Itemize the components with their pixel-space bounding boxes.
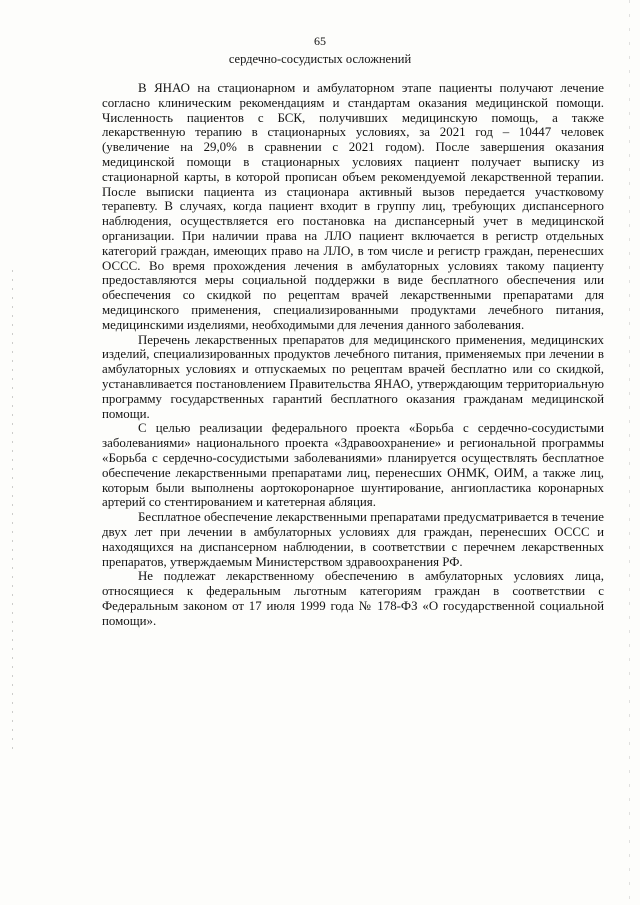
scan-edge-mark [629,0,630,905]
scan-edge-mark [12,270,13,750]
section-heading-continuation: сердечно-сосудистых осложнений [228,52,412,66]
paragraph-1: В ЯНАО на стационарном и амбулаторном этапе пациенты получают лечение согласно клиническим рекомендациям и стандартам оказания медицинской помощи. Численность пациентов с БСК, получивших медицинскую помощь, а также лекарственную терапию в стационарных условиях, за 2021 год – 10447 человек (увеличение на 29,0% в сравнении с 2021 годом). После завершения оказания медицинской помощи в стационарных условиях пациент получает выписку из стационарной карты, в которой прописан объем рекомендуемой лекарственной терапии. После выписки пациента из стационара активный вызов передается участковому терапевту. В случаях, когда пациент входит в группу лиц, требующих диспансерного наблюдения, осуществляется его постановка на диспансерный учет в медицинской организации. При наличии права на ЛЛО пациент включается в регистр отдельных категорий граждан, имеющих право на ЛЛО, в том числе и регистр граждан, перенесших ОССС. Во время прохождения лечения в амбулаторных условиях такому пациенту предоставляются меры социальной поддержки в виде бесплатного обеспечения или обеспечения со скидкой по рецептам врачей лекарственными препаратами для медицинского применения, специализированными продуктами лечебного питания, медицинскими изделиями, необходимыми для лечения данного заболевания. [102,81,604,332]
paragraph-5: Не подлежат лекарственному обеспечению в амбулаторных условиях лица, относящиеся к федеральным льготным категориям граждан в соответствии с Федеральным законом от 17 июля 1999 года № 178-ФЗ «О государственной социальной помощи». [102,569,604,628]
document-body [102,81,604,628]
page-number: 65 [314,34,326,48]
paragraph-3: С целью реализации федерального проекта «Борьба с сердечно-сосудистыми заболеваниями» национального проекта «Здравоохранение» и региональной программы «Борьба с сердечно-сосудистыми заболеваниями» планируется осуществлять бесплатное обеспечение лекарственными препаратами лиц, перенесших ОНМК, ОИМ, а также лиц, которым были выполнены аортокоронарное шунтирование, ангиопластика коронарных артерий со стентированием и катетерная абляция. [102,421,604,510]
paragraph-4: Бесплатное обеспечение лекарственными препаратами предусматривается в течение двух лет при лечении в амбулаторных условиях для граждан, перенесших ОССС и находящихся на диспансерном наблюдении, в соответствии с перечнем лекарственных препаратов, утверждаемым Министерством здравоохранения РФ. [102,510,604,569]
paragraph-2: Перечень лекарственных препаратов для медицинского применения, медицинских изделий, специализированных продуктов лечебного питания, применяемых при лечении в амбулаторных условиях и отпускаемых по рецептам врачей бесплатно или со скидкой, устанавливается постановлением Правительства ЯНАО, утверждающим территориальную программу государственных гарантий бесплатного оказания гражданам медицинской помощи. [102,332,604,421]
